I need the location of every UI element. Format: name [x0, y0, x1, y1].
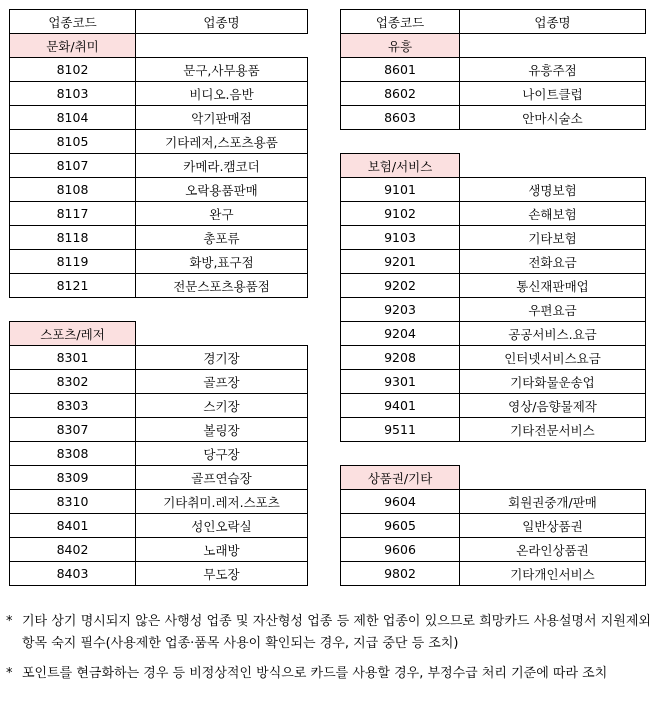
category-title: 보험/서비스 — [341, 154, 460, 178]
table-row — [10, 202, 308, 226]
table-row — [341, 322, 646, 346]
table-row — [10, 226, 308, 250]
business-code: 8121 — [10, 274, 136, 298]
category-row — [10, 322, 308, 346]
category-title: 유흥 — [341, 34, 460, 58]
business-code: 8403 — [10, 562, 136, 586]
business-name: 노래방 — [136, 538, 308, 562]
business-name: 일반상품권 — [460, 514, 646, 538]
business-code: 9102 — [341, 202, 460, 226]
business-code: 9101 — [341, 178, 460, 202]
business-name: 안마시술소 — [460, 106, 646, 130]
table-row — [10, 154, 308, 178]
table-row — [10, 58, 308, 82]
business-code: 8602 — [341, 82, 460, 106]
business-name: 온라인상품권 — [460, 538, 646, 562]
category-row — [341, 466, 646, 490]
business-code: 8310 — [10, 490, 136, 514]
business-name: 스키장 — [136, 394, 308, 418]
business-name: 기타개인서비스 — [460, 562, 646, 586]
table-row — [341, 274, 646, 298]
business-name: 회원권중개/판매 — [460, 490, 646, 514]
business-name: 기타취미.레저.스포츠 — [136, 490, 308, 514]
sports-table — [9, 321, 308, 586]
business-name: 카메라.캠코더 — [136, 154, 308, 178]
table-row — [341, 370, 646, 394]
category-blank — [460, 34, 646, 58]
business-code: 9203 — [341, 298, 460, 322]
header-name: 업종명 — [460, 10, 646, 34]
business-code: 8303 — [10, 394, 136, 418]
business-name: 볼링장 — [136, 418, 308, 442]
business-name: 비디오.음반 — [136, 82, 308, 106]
business-code: 8302 — [10, 370, 136, 394]
business-name: 기타전문서비스 — [460, 418, 646, 442]
business-code: 9802 — [341, 562, 460, 586]
footnote-text: 기타 상기 명시되지 않은 사행성 업종 및 자산형성 업종 등 제한 업종이 있으므로 희망카드 사용설명서 지원제외항목 숙지 필수(사용제한 업종·품목 사용이 확인되는 경우, 지급 중단 등 조치) — [22, 614, 651, 651]
business-code: 9201 — [341, 250, 460, 274]
business-code: 8309 — [10, 466, 136, 490]
table-row — [341, 298, 646, 322]
table-row — [341, 202, 646, 226]
business-name: 오락용품판매 — [136, 178, 308, 202]
business-name: 골프장 — [136, 370, 308, 394]
business-name: 통신재판매업 — [460, 274, 646, 298]
table-row — [341, 82, 646, 106]
business-code: 9301 — [341, 370, 460, 394]
business-name: 문구,사무용품 — [136, 58, 308, 82]
table-row — [10, 514, 308, 538]
footnote-mark: * — [6, 666, 13, 681]
table-row — [341, 538, 646, 562]
business-code: 9606 — [341, 538, 460, 562]
business-code: 8401 — [10, 514, 136, 538]
business-code: 9202 — [341, 274, 460, 298]
table-row — [341, 490, 646, 514]
business-name: 성인오락실 — [136, 514, 308, 538]
category-row — [341, 154, 646, 178]
table-row — [341, 250, 646, 274]
business-name: 인터넷서비스요금 — [460, 346, 646, 370]
business-name: 골프연습장 — [136, 466, 308, 490]
business-name: 영상/음향물제작 — [460, 394, 646, 418]
business-code: 8119 — [10, 250, 136, 274]
business-code: 9401 — [341, 394, 460, 418]
table-row — [341, 178, 646, 202]
category-blank — [460, 466, 646, 490]
business-code: 8103 — [10, 82, 136, 106]
business-name: 공공서비스.요금 — [460, 322, 646, 346]
header-row — [10, 10, 308, 34]
table-row — [10, 106, 308, 130]
business-name: 완구 — [136, 202, 308, 226]
business-name: 생명보험 — [460, 178, 646, 202]
business-code: 8301 — [10, 346, 136, 370]
business-name: 유흥주점 — [460, 58, 646, 82]
business-code: 8104 — [10, 106, 136, 130]
business-name: 우편요금 — [460, 298, 646, 322]
business-name: 전화요금 — [460, 250, 646, 274]
business-code: 8402 — [10, 538, 136, 562]
table-row — [341, 226, 646, 250]
table-row — [10, 370, 308, 394]
business-code: 8117 — [10, 202, 136, 226]
table-row — [341, 394, 646, 418]
table-row — [10, 466, 308, 490]
entertainment-table — [340, 9, 646, 130]
category-row — [10, 34, 308, 58]
table-row — [341, 562, 646, 586]
category-blank — [136, 322, 308, 346]
business-name: 경기장 — [136, 346, 308, 370]
business-name: 총포류 — [136, 226, 308, 250]
culture-table — [9, 9, 308, 298]
business-code: 9208 — [341, 346, 460, 370]
category-blank — [460, 154, 646, 178]
footnotes — [6, 611, 651, 693]
business-name: 기타화물운송업 — [460, 370, 646, 394]
business-code: 8108 — [10, 178, 136, 202]
table-row — [10, 82, 308, 106]
header-name: 업종명 — [136, 10, 308, 34]
table-row — [10, 394, 308, 418]
table-row — [341, 58, 646, 82]
table-row — [10, 490, 308, 514]
business-code: 9511 — [341, 418, 460, 442]
insurance-table — [340, 153, 646, 442]
header-row — [341, 10, 646, 34]
business-code: 8308 — [10, 442, 136, 466]
table-row — [10, 418, 308, 442]
table-row — [10, 178, 308, 202]
business-name: 악기판매점 — [136, 106, 308, 130]
business-code: 8102 — [10, 58, 136, 82]
business-code: 8307 — [10, 418, 136, 442]
footnote-2 — [6, 663, 651, 685]
table-row — [10, 130, 308, 154]
business-code: 8603 — [341, 106, 460, 130]
category-title: 스포츠/레저 — [10, 322, 136, 346]
table-row — [10, 442, 308, 466]
business-code: 9605 — [341, 514, 460, 538]
table-row — [10, 346, 308, 370]
business-code: 8107 — [10, 154, 136, 178]
business-code: 8118 — [10, 226, 136, 250]
category-title: 문화/취미 — [10, 34, 136, 58]
table-row — [10, 250, 308, 274]
business-code: 8105 — [10, 130, 136, 154]
business-code: 8601 — [341, 58, 460, 82]
category-blank — [136, 34, 308, 58]
table-row — [10, 538, 308, 562]
giftcard-table — [340, 465, 646, 586]
footnote-text: 포인트를 현금화하는 경우 등 비정상적인 방식으로 카드를 사용할 경우, 부정수급 처리 기준에 따라 조치 — [22, 666, 608, 681]
business-name: 기타레저,스포츠용품 — [136, 130, 308, 154]
business-name: 당구장 — [136, 442, 308, 466]
business-name: 나이트클럽 — [460, 82, 646, 106]
business-name: 전문스포츠용품점 — [136, 274, 308, 298]
business-name: 화방,표구점 — [136, 250, 308, 274]
table-row — [10, 562, 308, 586]
footnote-mark: * — [6, 614, 13, 629]
business-name: 기타보험 — [460, 226, 646, 250]
table-row — [341, 346, 646, 370]
category-row — [341, 34, 646, 58]
header-code: 업종코드 — [341, 10, 460, 34]
table-row — [341, 106, 646, 130]
business-name: 손해보험 — [460, 202, 646, 226]
business-code: 9204 — [341, 322, 460, 346]
business-name: 무도장 — [136, 562, 308, 586]
table-row — [341, 418, 646, 442]
table-row — [10, 274, 308, 298]
business-code: 9103 — [341, 226, 460, 250]
business-code: 9604 — [341, 490, 460, 514]
category-title: 상품권/기타 — [341, 466, 460, 490]
table-row — [341, 514, 646, 538]
header-code: 업종코드 — [10, 10, 136, 34]
footnote-1 — [6, 611, 651, 655]
